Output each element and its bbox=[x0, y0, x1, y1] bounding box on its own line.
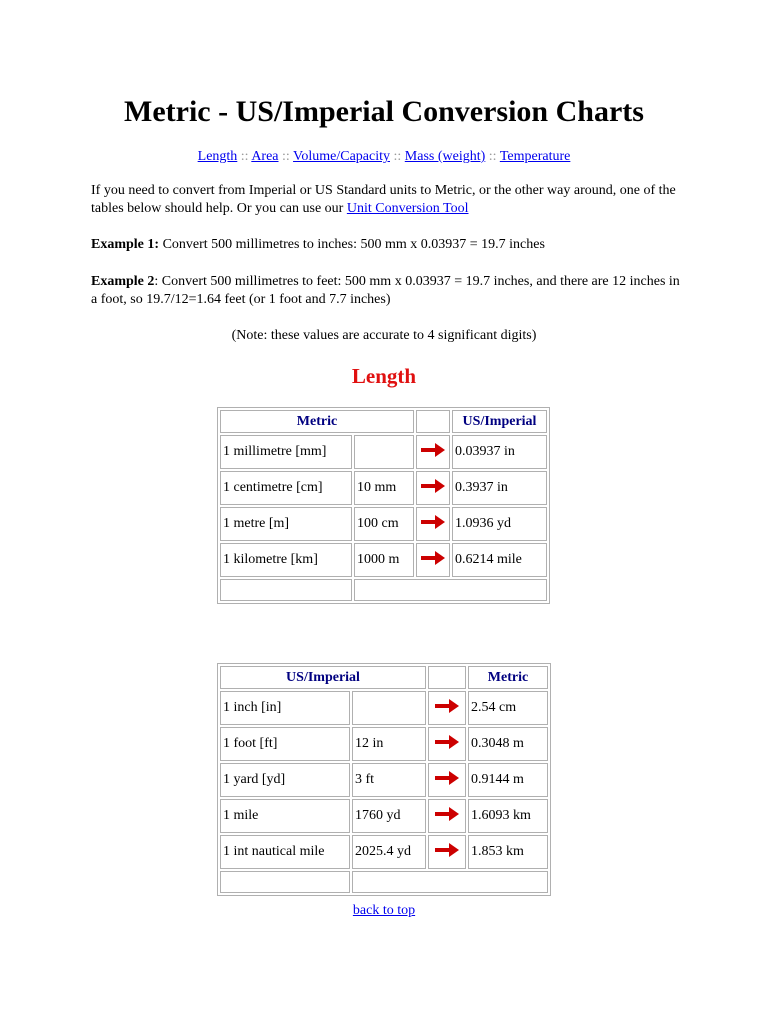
unit-cell: 1 metre [m] bbox=[220, 507, 352, 541]
right-arrow-icon bbox=[420, 551, 446, 565]
value-cell: 0.03937 in bbox=[452, 435, 547, 469]
example-1-text: Convert 500 millimetres to inches: 500 mm x 0.03937 = 19.7 inches bbox=[159, 237, 545, 252]
section-nav bbox=[0, 147, 768, 167]
intro-text: If you need to convert from Imperial or US Standard units to Metric, or the other way around, one of the tables below should help. Or you can use our bbox=[91, 183, 676, 216]
arrow-cell bbox=[416, 435, 450, 469]
equiv-cell: 100 cm bbox=[354, 507, 414, 541]
example-2-label: Example 2 bbox=[91, 274, 155, 289]
back-to-top-container bbox=[0, 902, 768, 920]
intro-paragraph bbox=[91, 182, 681, 218]
right-arrow-icon bbox=[434, 735, 460, 749]
arrow-cell bbox=[416, 507, 450, 541]
arrow-cell bbox=[428, 763, 466, 797]
empty-cell bbox=[220, 579, 352, 601]
unit-cell: 1 kilometre [km] bbox=[220, 543, 352, 577]
table-row bbox=[220, 435, 547, 469]
equiv-cell bbox=[354, 435, 414, 469]
value-cell: 1.0936 yd bbox=[452, 507, 547, 541]
right-arrow-icon bbox=[420, 443, 446, 457]
right-arrow-icon bbox=[420, 479, 446, 493]
table-row-empty bbox=[220, 871, 548, 893]
right-arrow-icon bbox=[434, 699, 460, 713]
table-header-imperial: US/Imperial bbox=[452, 410, 547, 433]
equiv-cell: 3 ft bbox=[352, 763, 426, 797]
equiv-cell: 12 in bbox=[352, 727, 426, 761]
empty-cell bbox=[352, 871, 548, 893]
table-row bbox=[220, 507, 547, 541]
value-cell: 2.54 cm bbox=[468, 691, 548, 725]
page-title: Metric - US/Imperial Conversion Charts bbox=[124, 95, 644, 128]
example-2-text: : Convert 500 millimetres to feet: 500 mm x 0.03937 = 19.7 inches, and there are 12 inches in a foot, so 19.7/12=1.64 feet (or 1 foot and 7.7 inches) bbox=[91, 274, 680, 307]
example-2 bbox=[91, 273, 681, 309]
equiv-cell: 1760 yd bbox=[352, 799, 426, 833]
table-row bbox=[220, 543, 547, 577]
nav-link-temperature[interactable]: Temperature bbox=[499, 149, 571, 164]
nav-separator: :: bbox=[488, 149, 497, 164]
empty-cell bbox=[220, 871, 350, 893]
value-cell: 1.853 km bbox=[468, 835, 548, 869]
value-cell: 0.3937 in bbox=[452, 471, 547, 505]
unit-cell: 1 centimetre [cm] bbox=[220, 471, 352, 505]
equiv-cell bbox=[352, 691, 426, 725]
equiv-cell: 2025.4 yd bbox=[352, 835, 426, 869]
equiv-cell: 10 mm bbox=[354, 471, 414, 505]
back-to-top-link[interactable]: back to top bbox=[352, 903, 416, 918]
imperial-to-metric-table bbox=[217, 663, 551, 896]
table-row bbox=[220, 763, 548, 797]
metric-to-imperial-table bbox=[217, 407, 550, 604]
nav-separator: :: bbox=[240, 149, 249, 164]
nav-link-mass[interactable]: Mass (weight) bbox=[404, 149, 486, 164]
table-header-metric: Metric bbox=[468, 666, 548, 689]
example-1-label: Example 1: bbox=[91, 237, 160, 252]
nav-separator: :: bbox=[393, 149, 402, 164]
unit-cell: 1 millimetre [mm] bbox=[220, 435, 352, 469]
table-header-spacer bbox=[416, 410, 450, 433]
empty-cell bbox=[354, 579, 547, 601]
right-arrow-icon bbox=[434, 843, 460, 857]
equiv-cell: 1000 m bbox=[354, 543, 414, 577]
arrow-cell bbox=[428, 691, 466, 725]
section-heading-length: Length bbox=[351, 364, 417, 388]
table-row-empty bbox=[220, 579, 547, 601]
value-cell: 1.6093 km bbox=[468, 799, 548, 833]
arrow-cell bbox=[416, 471, 450, 505]
accuracy-note: (Note: these values are accurate to 4 significant digits) bbox=[231, 328, 537, 343]
example-1 bbox=[91, 236, 681, 254]
nav-link-volume[interactable]: Volume/Capacity bbox=[293, 149, 390, 164]
table-header-imperial: US/Imperial bbox=[220, 666, 426, 689]
arrow-cell bbox=[428, 799, 466, 833]
table-header-spacer bbox=[428, 666, 466, 689]
unit-cell: 1 int nautical mile bbox=[220, 835, 350, 869]
nav-separator: :: bbox=[282, 149, 290, 164]
unit-cell: 1 yard [yd] bbox=[220, 763, 350, 797]
unit-cell: 1 foot [ft] bbox=[220, 727, 350, 761]
table-row bbox=[220, 471, 547, 505]
nav-link-length[interactable]: Length bbox=[197, 149, 238, 164]
table-row bbox=[220, 727, 548, 761]
right-arrow-icon bbox=[420, 515, 446, 529]
value-cell: 0.3048 m bbox=[468, 727, 548, 761]
table-header-metric: Metric bbox=[220, 410, 414, 433]
right-arrow-icon bbox=[434, 807, 460, 821]
table-row bbox=[220, 691, 548, 725]
nav-link-area[interactable]: Area bbox=[251, 149, 279, 164]
table-row bbox=[220, 835, 548, 869]
arrow-cell bbox=[416, 543, 450, 577]
unit-cell: 1 mile bbox=[220, 799, 350, 833]
arrow-cell bbox=[428, 727, 466, 761]
unit-conversion-tool-link[interactable]: Unit Conversion Tool bbox=[346, 201, 469, 216]
value-cell: 0.6214 mile bbox=[452, 543, 547, 577]
right-arrow-icon bbox=[434, 771, 460, 785]
unit-cell: 1 inch [in] bbox=[220, 691, 350, 725]
value-cell: 0.9144 m bbox=[468, 763, 548, 797]
arrow-cell bbox=[428, 835, 466, 869]
table-row bbox=[220, 799, 548, 833]
